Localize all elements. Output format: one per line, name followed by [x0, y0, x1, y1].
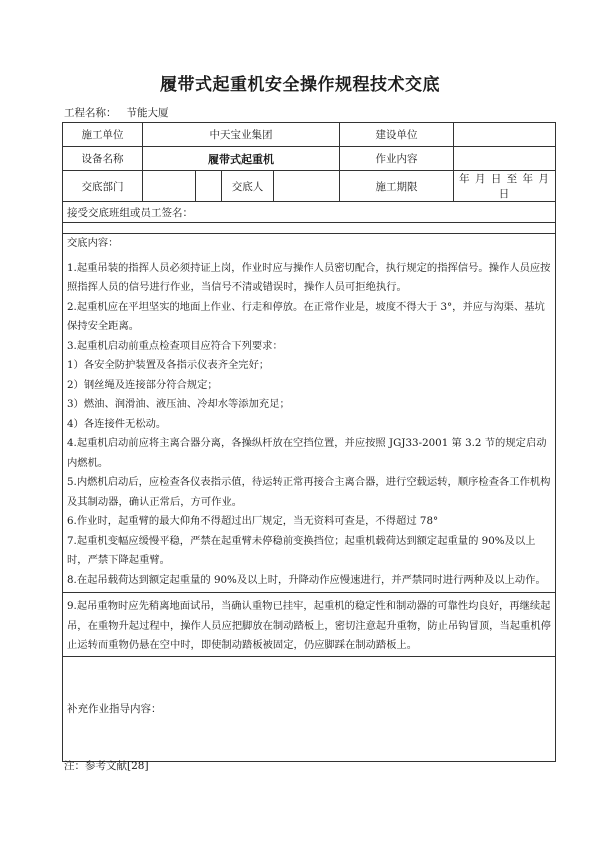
row-supplement: [63, 656, 556, 761]
row-department: [63, 171, 556, 202]
project-line: [64, 105, 169, 120]
department-label: 交底部门: [63, 171, 143, 202]
document-title: 履带式起重机安全操作规程技术交底: [160, 75, 440, 95]
content-item-4: 4.起重机启动前应将主离合器分离，各操纵杆放在空挡位置，并应按照 JGJ33-2001 第 3.2 节的规定启动内燃机。: [67, 437, 547, 469]
content-item-9: 9.起吊重物时应先稍离地面试吊，当确认重物已挂牢，起重机的稳定性和制动器的可靠性均良好，再继续起吊，在重物升起过程中，操作人员应把脚放在制动踏板上，密切注意起升重物，防止吊钩冒顶，当起重机停止运转而重物仍悬在空中时，即使制动踏板被固定，仍应脚踩在制动踏板上。: [67, 600, 551, 651]
content-divider: [63, 592, 555, 593]
department-extra-value: [196, 171, 222, 202]
work-content-value: [454, 147, 556, 171]
content-item-7: 7.起重机变幅应缓慢平稳，严禁在起重臂未停稳前变换挡位；起重机载荷达到额定起重量的 90%及以上时，严禁下降起重臂。: [67, 534, 536, 566]
period-value: 年 月 日 至 年 月 日: [454, 171, 556, 202]
row-signers-blank: [63, 223, 556, 234]
content-item-6: 6.作业时，起重臂的最大仰角不得超过出厂规定，当无资料可查是，不得超过 78°: [67, 515, 439, 527]
row-signers: [63, 202, 556, 223]
construction-unit-label: 施工单位: [63, 123, 143, 147]
disclosure-form: [62, 122, 556, 762]
row-device: [63, 147, 556, 171]
content-item-3-1: 1）各安全防护装置及各指示仪表齐全完好；: [67, 359, 270, 371]
content-item-2: 2.起重机应在平坦坚实的地面上作业、行走和停放。在正常作业是，坡度不得大于 3°，并应与沟渠、基坑保持安全距离。: [67, 300, 545, 332]
signers-label: 接受交底班组或员工签名：: [63, 202, 556, 223]
period-label: 施工期限: [340, 171, 454, 202]
content-item-3: 3.起重机启动前重点检查项目应符合下列要求：: [67, 339, 283, 352]
supplement-label: 补充作业指导内容：: [63, 656, 556, 761]
discloser-label: 交底人: [222, 171, 274, 202]
content-label: 交底内容：: [67, 237, 119, 249]
content-item-5: 5.内燃机启动后，应检查各仪表指示值，待运转正常再接合主离合器，进行空载运转，顺序检查各工作机构及其制动器，确认正常后，方可作业。: [67, 476, 551, 508]
owner-unit-value: [454, 123, 556, 147]
construction-unit-value: 中天宝业集团: [143, 123, 340, 147]
device-name-value: 履带式起重机: [143, 147, 340, 171]
device-name-label: 设备名称: [63, 147, 143, 171]
reference-note: 注：参考文献[28]: [64, 760, 149, 772]
department-value: [143, 171, 196, 202]
project-value: 节能大厦: [126, 107, 169, 119]
content-item-8: 8.在起吊载荷达到额定起重量的 90%及以上时，升降动作应慢速进行，并严禁同时进行两种及以上动作。: [67, 573, 546, 586]
discloser-value: [274, 171, 340, 202]
owner-unit-label: 建设单位: [340, 123, 454, 147]
row-unit: [63, 123, 556, 147]
signers-blank: [63, 223, 556, 234]
work-content-label: 作业内容: [340, 147, 454, 171]
content-block: [63, 234, 556, 657]
content-item-3-2: 2）钢丝绳及连接部分符合规定；: [67, 378, 218, 391]
content-item-1: 1.起重吊装的指挥人员必须持证上岗，作业时应与操作人员密切配合，执行规定的指挥信号。操作人员应按照指挥人员的信号进行作业，当信号不清或错误时，操作人员可拒绝执行。: [67, 261, 551, 293]
content-item-3-4: 4）各连接件无松动。: [67, 417, 167, 430]
content-item-3-3: 3）燃油、润滑油、液压油、冷却水等添加充足；: [67, 398, 290, 410]
row-content: [63, 234, 556, 657]
project-label: 工程名称：: [64, 107, 117, 119]
